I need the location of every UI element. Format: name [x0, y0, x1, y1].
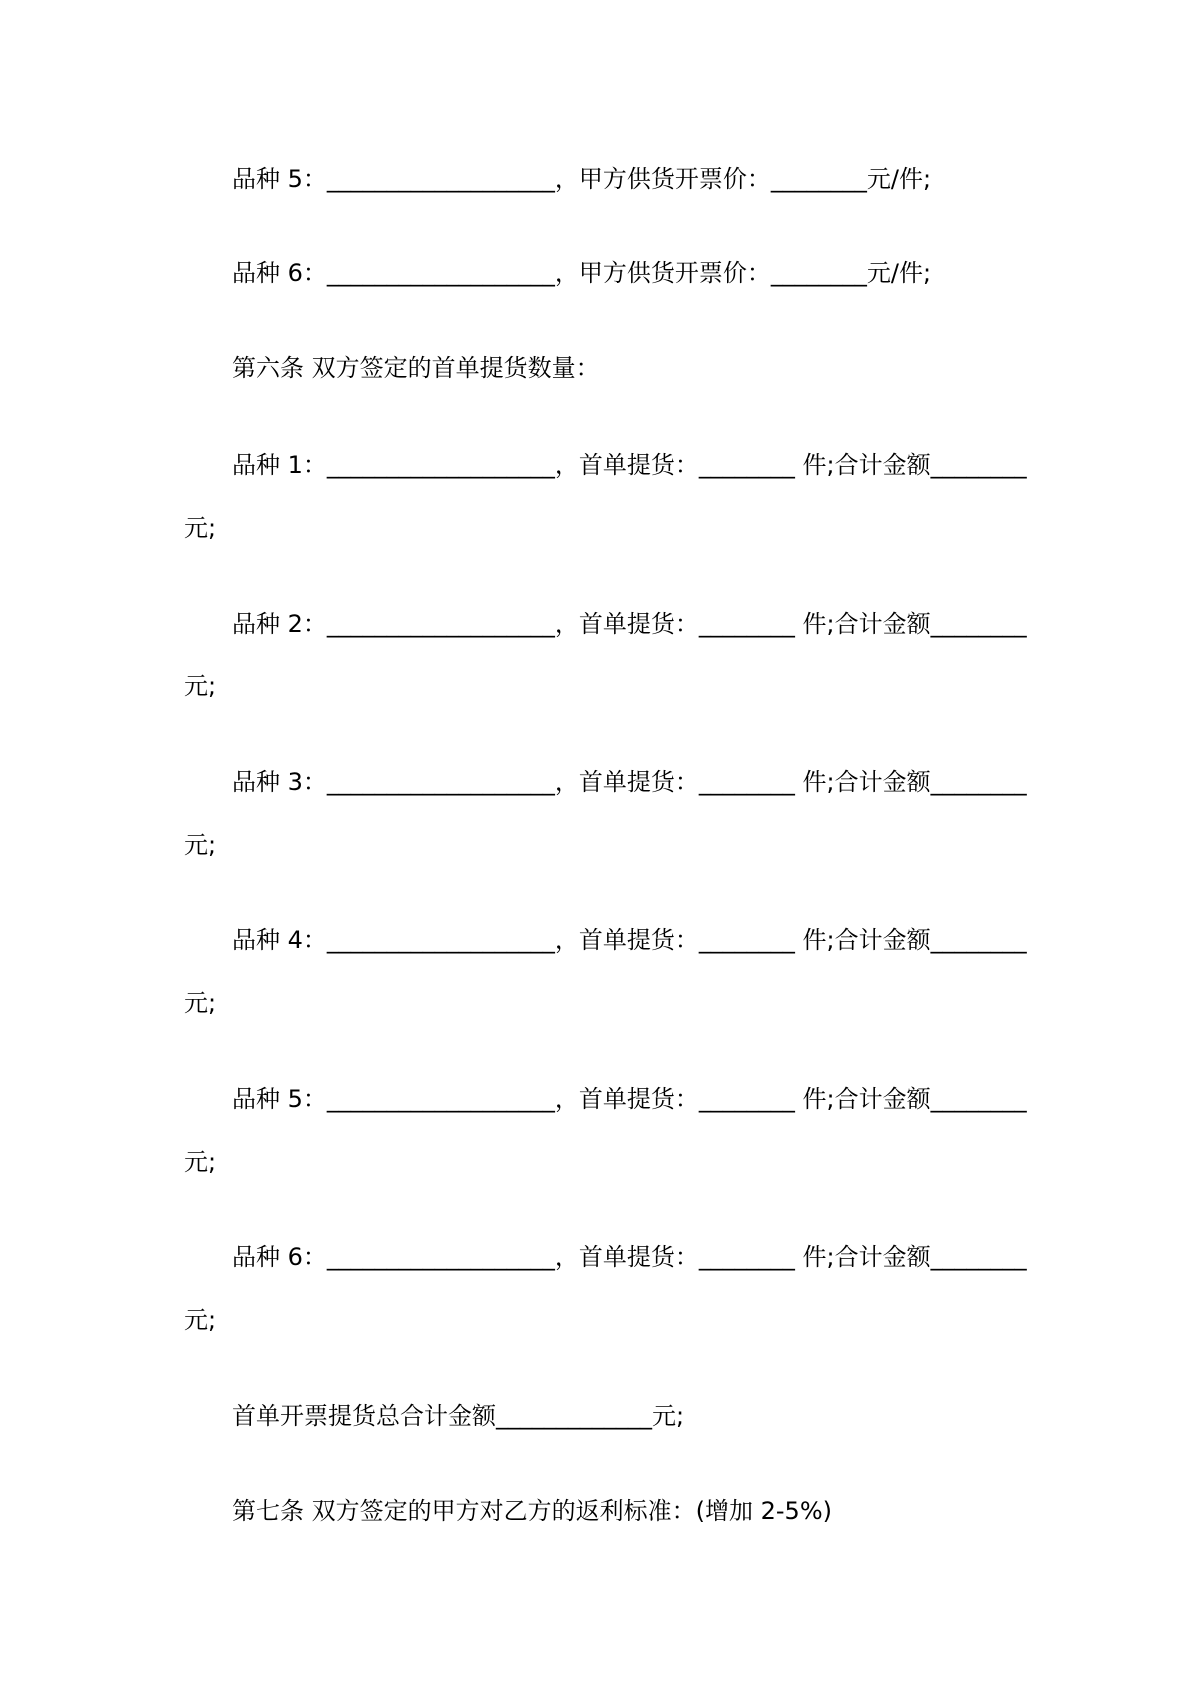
- quantity-line-item-2: 品种 2：___________________，首单提货：________ 件;合计金额________: [232, 610, 1027, 638]
- article-7-title: 第七条 双方签定的甲方对乙方的返利标准：(增加 2-5%): [232, 1497, 832, 1525]
- quantity-line-item-1: 品种 1：___________________，首单提货：________ 件;合计金额________: [232, 451, 1027, 479]
- quantity-line-item-3: 品种 3：___________________，首单提货：________ 件;合计金额________: [232, 768, 1027, 796]
- price-line-item-6: 品种 6：___________________，甲方供货开票价：________元/件;: [232, 259, 932, 287]
- price-line-item-5: 品种 5：___________________，甲方供货开票价：________元/件;: [232, 165, 932, 193]
- article-6-title: 第六条 双方签定的首单提货数量：: [232, 354, 600, 382]
- quantity-line-item-6-cont: 元;: [184, 1306, 217, 1334]
- quantity-line-item-5-cont: 元;: [184, 1148, 217, 1176]
- quantity-line-item-6: 品种 6：___________________，首单提货：________ 件;合计金额________: [232, 1243, 1027, 1271]
- quantity-line-item-1-cont: 元;: [184, 514, 217, 542]
- first-order-total-line: 首单开票提货总合计金额_____________元;: [232, 1402, 685, 1430]
- quantity-line-item-2-cont: 元;: [184, 672, 217, 700]
- quantity-line-item-4: 品种 4：___________________，首单提货：________ 件;合计金额________: [232, 926, 1027, 954]
- quantity-line-item-4-cont: 元;: [184, 989, 217, 1017]
- quantity-line-item-5: 品种 5：___________________，首单提货：________ 件;合计金额________: [232, 1085, 1027, 1113]
- quantity-line-item-3-cont: 元;: [184, 831, 217, 859]
